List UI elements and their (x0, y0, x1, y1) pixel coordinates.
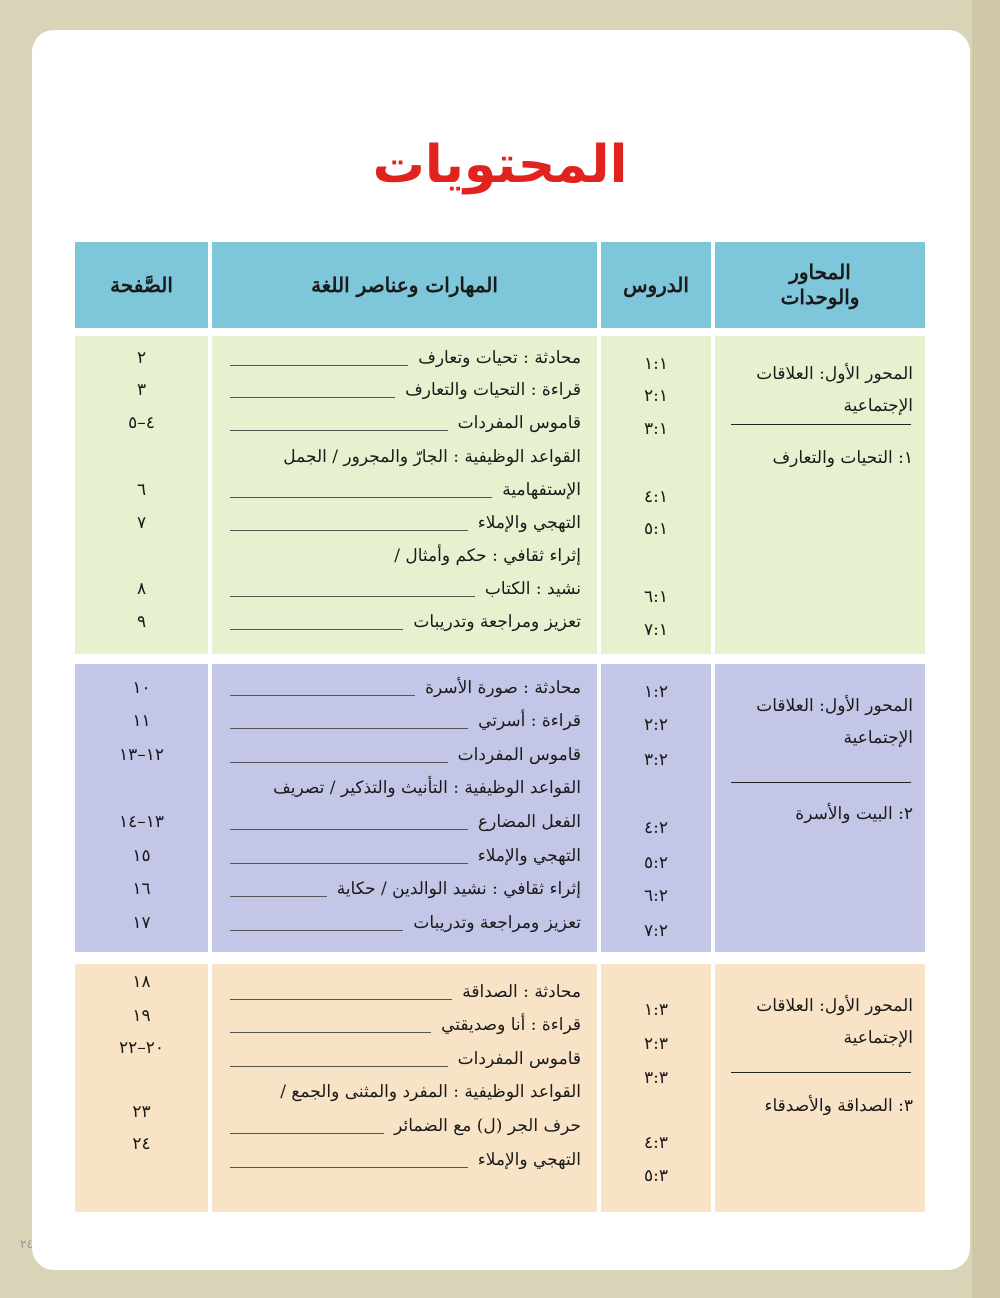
axis-cell (715, 664, 925, 952)
axis-divider (731, 424, 911, 425)
skill-text: تعزيز ومراجعة وتدريبات (413, 913, 581, 933)
pages-cell (75, 336, 208, 654)
page-ref: ١٠ (132, 678, 151, 698)
lesson-number: ٥:١ (644, 519, 668, 539)
lesson-number: ٤:١ (644, 487, 668, 507)
skill-item (212, 672, 597, 704)
page-ref: ٢٠–٢٢ (118, 1038, 165, 1058)
skill-item (212, 1009, 597, 1041)
skill-item (212, 606, 597, 638)
page-ref: ١٣–١٤ (118, 812, 165, 832)
dotted-leader (230, 1032, 431, 1033)
lesson-number: ٧:١ (644, 620, 668, 640)
skill-item (212, 907, 597, 939)
skill-text: محادثة : تحيات وتعارف (418, 348, 581, 368)
page-ref: ٣ (136, 380, 147, 400)
skill-text: محادثة : الصداقة (462, 982, 581, 1002)
lessons-cell (601, 964, 711, 1212)
skill-item (212, 739, 597, 771)
axis-cell (715, 336, 925, 654)
skill-text: إثراء ثقافي : نشيد الوالدين / حكاية (336, 879, 581, 899)
axis-title: المحور الأول: العلاقات الإجتماعية (756, 364, 913, 416)
lesson-number: ٧:٢ (644, 921, 668, 941)
skill-text: قاموس المفردات (457, 1049, 581, 1069)
dotted-leader (230, 365, 408, 366)
dotted-leader (230, 596, 475, 597)
axis-divider (731, 782, 911, 783)
skill-item (212, 540, 597, 572)
unit-section-1 (75, 336, 925, 654)
page-ref: ٢٣ (132, 1102, 151, 1122)
skill-item (212, 1076, 597, 1108)
dotted-leader (230, 1066, 448, 1067)
dotted-leader (230, 497, 492, 498)
skill-text: قاموس المفردات (457, 745, 581, 765)
skill-text: حرف الجر (ل) مع الضمائر (394, 1116, 581, 1136)
skill-text: الإستفهامية (502, 480, 581, 500)
lesson-number: ٦:١ (644, 587, 668, 607)
skill-item (212, 873, 597, 905)
page-title: المحتويات (372, 135, 628, 195)
dotted-leader (230, 397, 395, 398)
skills-cell (212, 964, 597, 1212)
page-number: ٢٤ (20, 1237, 33, 1251)
dotted-leader (230, 695, 415, 696)
skill-item (212, 772, 597, 804)
page-ref: ٩ (136, 612, 147, 632)
dotted-leader (230, 430, 448, 431)
unit-name: ٢: البيت والأسرة (795, 804, 913, 824)
header-axis: المحاور والوحدات (715, 242, 925, 328)
lesson-number: ٢:٢ (644, 715, 668, 735)
lesson-number: ٣:١ (644, 419, 668, 439)
skill-text: الفعل المضارع (478, 812, 581, 832)
skill-text: تعزيز ومراجعة وتدريبات (413, 612, 581, 632)
skill-item (212, 507, 597, 539)
lesson-number: ٦:٢ (644, 886, 668, 906)
header-page: الصَّفحة (75, 242, 208, 328)
skill-item (212, 705, 597, 737)
skill-item (212, 474, 597, 506)
table-header (75, 242, 925, 328)
axis-divider (731, 1072, 911, 1073)
lesson-number: ٣:٣ (644, 1068, 668, 1088)
skill-item (212, 1110, 597, 1142)
dotted-leader (230, 999, 452, 1000)
skill-text: قاموس المفردات (457, 413, 581, 433)
skill-text: قراءة : التحيات والتعارف (405, 380, 581, 400)
page-ref: ١٧ (132, 913, 151, 933)
skill-text: القواعد الوظيفية : الجارّ والمجرور / الجمل (283, 447, 581, 467)
dotted-leader (230, 863, 468, 864)
lesson-number: ٤:٢ (644, 818, 668, 838)
lesson-number: ٥:٣ (644, 1166, 668, 1186)
lesson-number: ٤:٣ (644, 1133, 668, 1153)
skill-text: محادثة : صورة الأسرة (425, 678, 581, 698)
lessons-cell (601, 336, 711, 654)
lesson-number: ٣:٢ (644, 750, 668, 770)
page-ref: ٧ (136, 513, 147, 533)
unit-name: ١: التحيات والتعارف (772, 448, 913, 468)
skill-item (212, 806, 597, 838)
page-ref: ١٥ (132, 846, 151, 866)
pages-cell (75, 964, 208, 1212)
skill-item (212, 1043, 597, 1075)
lesson-number: ٥:٢ (644, 853, 668, 873)
skill-text: قراءة : أنا وصديقتي (441, 1015, 581, 1035)
skill-item (212, 1144, 597, 1176)
lesson-number: ١:٣ (644, 1000, 668, 1020)
contents-table (75, 242, 925, 1212)
page-ref: ١٩ (132, 1006, 151, 1026)
pages-cell (75, 664, 208, 952)
lesson-number: ١:١ (644, 354, 668, 374)
skill-text: القواعد الوظيفية : المفرد والمثنى والجمع / (280, 1082, 581, 1102)
dotted-leader (230, 896, 327, 897)
skill-text: نشيد : الكتاب (484, 579, 581, 599)
page-ref: ٢ (136, 348, 147, 368)
dotted-leader (230, 629, 403, 630)
skills-cell (212, 664, 597, 952)
unit-section-3 (75, 964, 925, 1212)
axis-title: المحور الأول: العلاقات الإجتماعية (756, 696, 913, 748)
axis-title: المحور الأول: العلاقات الإجتماعية (756, 996, 913, 1048)
page-ref: ١٦ (132, 879, 151, 899)
skill-text: التهجي والإملاء (477, 846, 581, 866)
lesson-number: ٢:١ (644, 386, 668, 406)
dotted-leader (230, 930, 403, 931)
skill-item (212, 441, 597, 473)
skills-cell (212, 336, 597, 654)
skill-text: القواعد الوظيفية : التأنيث والتذكير / تصريف (273, 778, 581, 798)
dotted-leader (230, 829, 468, 830)
axis-cell (715, 964, 925, 1212)
skill-text: إثراء ثقافي : حكم وأمثال / (394, 546, 581, 566)
unit-name: ٣: الصداقة والأصدقاء (764, 1096, 913, 1116)
skill-item (212, 976, 597, 1008)
header-skills: المهارات وعناصر اللغة (212, 242, 597, 328)
skill-item (212, 840, 597, 872)
skill-item (212, 342, 597, 374)
lesson-number: ٢:٣ (644, 1034, 668, 1054)
header-lessons: الدروس (601, 242, 711, 328)
skill-text: قراءة : أسرتي (478, 711, 581, 731)
skill-item (212, 374, 597, 406)
lessons-cell (601, 664, 711, 952)
skill-text: التهجي والإملاء (477, 513, 581, 533)
skill-item (212, 573, 597, 605)
page-ref: ٢٤ (132, 1134, 151, 1154)
page-ref: ١٢–١٣ (118, 745, 165, 765)
page-ref: ١٨ (132, 972, 151, 992)
dotted-leader (230, 1133, 384, 1134)
page-ref: ٤–٥ (128, 413, 155, 433)
unit-section-2 (75, 664, 925, 952)
dotted-leader (230, 728, 468, 729)
skill-item (212, 407, 597, 439)
dotted-leader (230, 762, 448, 763)
dotted-leader (230, 530, 468, 531)
page-ref: ١١ (132, 711, 151, 731)
lesson-number: ١:٢ (644, 682, 668, 702)
page-ref: ٦ (136, 480, 147, 500)
dotted-leader (230, 1167, 468, 1168)
page-ref: ٨ (136, 579, 147, 599)
skill-text: التهجي والإملاء (477, 1150, 581, 1170)
